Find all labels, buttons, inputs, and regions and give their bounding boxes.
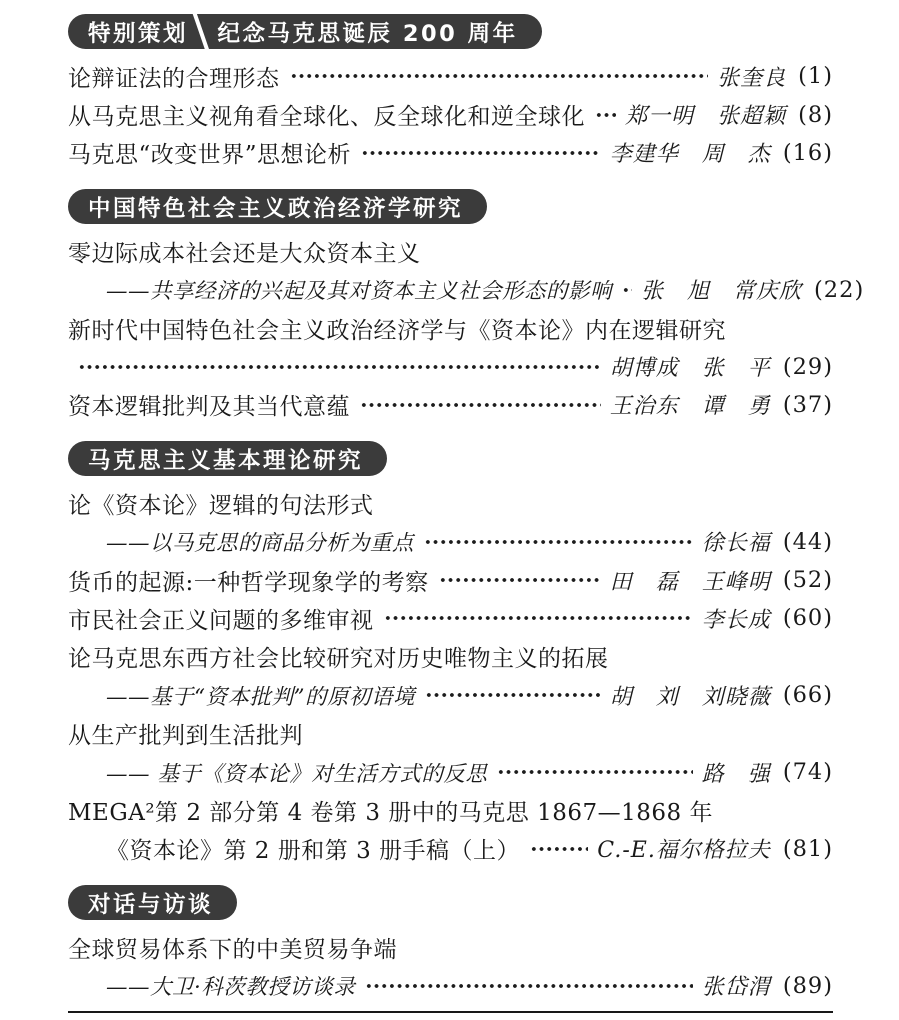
entry-authors: 田 磊 王峰明 [609,569,771,595]
entry-title: MEGA²第 2 部分第 4 卷第 3 册中的马克思 1867—1868 年 [68,799,713,826]
toc-entry-row [68,676,833,714]
dot-leader [622,271,632,309]
entry-title: 论《资本论》逻辑的句法形式 [68,492,374,519]
toc-section [68,172,865,424]
toc-entry-row [68,271,865,309]
entry-page-number: (74) [782,759,833,786]
badge-label: 中国特色社会主义政治经济学研究 [88,195,464,222]
entry-page-number: (81) [782,835,833,862]
toc-entry-row [68,232,833,270]
entry-title: 马克思“改变世界”思想论析 [68,142,352,169]
entry-page-number: (66) [782,682,833,709]
toc-entry-row [68,966,833,1004]
badge-label: 特别策划 [88,20,189,47]
entry-title: 全球贸易体系下的中美贸易争端 [68,936,397,963]
toc-entry-row [68,753,833,791]
dot-leader [365,966,692,1004]
toc-entry-row [68,638,833,676]
dot-leader [497,753,692,791]
toc-entry-row [68,484,833,522]
entry-page-number: (22) [814,276,865,303]
entry-authors: 胡博成 张 平 [609,356,771,382]
section-badge [68,14,542,49]
toc-section [68,14,833,172]
entry-subtitle: —— 基于《资本论》对生活方式的反思 [106,761,488,787]
entry-title: 新时代中国特色社会主义政治经济学与《资本论》内在逻辑研究 [68,317,726,344]
entry-page-number: (29) [782,353,833,380]
dot-leader [425,676,601,714]
entry-title: 从生产批判到生活批判 [68,723,303,750]
bottom-rule [68,1011,833,1013]
entry-authors: 徐长福 [701,531,771,557]
toc-entry-row [68,523,833,561]
entry-authors: 路 强 [701,761,771,787]
entry-authors: 张奎良 [717,65,787,91]
dot-leader [595,95,616,133]
entry-title: 论马克思东西方社会比较研究对历史唯物主义的拓展 [68,646,609,673]
sections-container [68,14,865,1005]
entry-authors: 李长成 [701,607,771,633]
toc-entry-row [68,57,833,95]
entry-title: 资本逻辑批判及其当代意蕴 [68,394,350,421]
entry-subtitle: ——基于“资本批判”的原初语境 [106,684,415,710]
entry-authors: 张岱渭 [701,975,771,1001]
entry-subtitle: ——以马克思的商品分析为重点 [106,531,415,557]
toc-section [68,868,833,1005]
entry-title: 从马克思主义视角看全球化、反全球化和逆全球化 [68,104,585,131]
entry-authors: 李建华 周 杰 [609,142,771,168]
entry-title: 《资本论》第 2 册和第 3 册手稿（上） [106,838,521,865]
entry-page-number: (37) [782,391,833,418]
dot-leader [424,523,693,561]
entry-subtitle: ——共享经济的兴起及其对资本主义社会形态的影响 [106,279,613,305]
toc-section [68,424,833,868]
dot-leader [384,599,693,637]
badge-label: 马克思主义基本理论研究 [88,447,364,474]
badge-label: 对话与访谈 [88,891,214,918]
toc-entry-row [68,928,833,966]
backslash-divider-icon [191,14,211,49]
dot-leader [439,561,601,599]
dot-leader [78,347,601,385]
toc-entry-row [68,134,833,172]
toc-entry-row [68,561,833,599]
entry-page-number: (8) [798,101,833,128]
toc-entry-row [68,791,833,829]
toc-entry-row [68,309,833,347]
dot-leader [360,386,601,424]
entry-title: 论辩证法的合理形态 [68,65,280,92]
toc-entry-row [68,347,833,385]
entry-title: 市民社会正义问题的多维审视 [68,607,374,634]
dot-leader [361,134,601,172]
entry-authors: 郑一明 张超颖 [625,104,787,130]
entry-title: 货币的起源:一种哲学现象学的考察 [68,569,429,596]
entry-page-number: (44) [782,528,833,555]
entry-page-number: (52) [782,567,833,594]
entry-page-number: (60) [782,605,833,632]
dot-leader [530,830,588,868]
section-badge [68,885,237,920]
entry-page-number: (1) [798,63,833,90]
toc-entry-row [68,830,833,868]
entry-page-number: (89) [782,972,833,999]
badge-sublabel: 纪念马克思诞辰 200 周年 [217,20,518,47]
entry-title: 零边际成本社会还是大众资本主义 [68,240,421,267]
entry-authors: 王治东 谭 勇 [609,394,771,420]
section-badge [68,441,387,476]
entry-authors: C.-E.福尔格拉夫 [597,838,771,864]
toc-entry-row [68,95,833,133]
entry-authors: 张 旭 常庆欣 [641,279,803,305]
entry-page-number: (16) [782,139,833,166]
dot-leader [290,57,709,95]
section-badge [68,189,487,224]
entry-subtitle: ——大卫·科茨教授访谈录 [106,975,356,1001]
toc-entry-row [68,386,833,424]
entry-authors: 胡 刘 刘晓薇 [609,684,771,710]
toc-entry-row [68,714,833,752]
toc-entry-row [68,599,833,637]
